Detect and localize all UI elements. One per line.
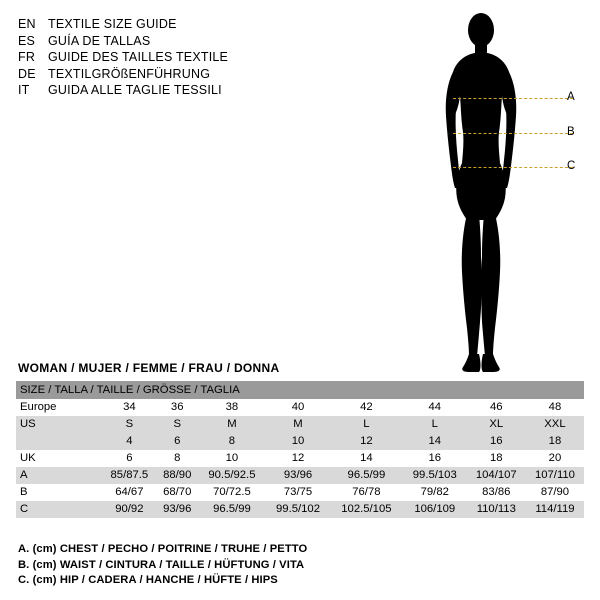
cell: 64/67	[102, 484, 157, 501]
cell: 46	[467, 399, 526, 416]
language-code: EN	[18, 17, 36, 31]
cell: 73/75	[266, 484, 330, 501]
cell: XXL	[526, 416, 584, 433]
table-row	[16, 399, 584, 416]
cell: S	[157, 416, 198, 433]
cell: 79/82	[403, 484, 467, 501]
language-title: GUIDE DES TAILLES TEXTILE	[48, 50, 229, 64]
measure-line-c	[453, 167, 573, 168]
language-row	[18, 33, 358, 50]
cell: 14	[403, 433, 467, 450]
cell: 48	[526, 399, 584, 416]
measure-line-b	[453, 133, 573, 134]
cell: XL	[467, 416, 526, 433]
cell: 107/110	[526, 467, 584, 484]
cell: 16	[467, 433, 526, 450]
cell: 87/90	[526, 484, 584, 501]
cell: 34	[102, 399, 157, 416]
measure-label-a: A	[567, 91, 575, 103]
table-row	[16, 416, 584, 433]
language-title-list	[18, 16, 358, 99]
cell: 99.5/103	[403, 467, 467, 484]
cell: 40	[266, 399, 330, 416]
cell: 20	[526, 450, 584, 467]
row-label: B	[16, 484, 102, 501]
table-header-row	[16, 381, 584, 399]
cell: 10	[266, 433, 330, 450]
cell: 36	[157, 399, 198, 416]
row-label	[16, 433, 102, 450]
cell: 106/109	[403, 501, 467, 518]
table-row	[16, 467, 584, 484]
cell: 12	[266, 450, 330, 467]
cell: 10	[198, 450, 266, 467]
cell: 38	[198, 399, 266, 416]
legend-note-a: A. (cm) CHEST / PECHO / POITRINE / TRUHE / PETTO	[18, 543, 308, 555]
language-row	[18, 16, 358, 33]
table-row	[16, 433, 584, 450]
cell: 83/86	[467, 484, 526, 501]
cell: 18	[467, 450, 526, 467]
cell: 90/92	[102, 501, 157, 518]
language-row	[18, 66, 358, 83]
cell: 8	[198, 433, 266, 450]
cell: 14	[330, 450, 403, 467]
cell: L	[403, 416, 467, 433]
cell: 18	[526, 433, 584, 450]
table-row	[16, 501, 584, 518]
cell: 44	[403, 399, 467, 416]
measure-label-b: B	[567, 126, 575, 138]
section-title: WOMAN / MUJER / FEMME / FRAU / DONNA	[18, 361, 280, 375]
row-label: Europe	[16, 399, 102, 416]
cell: 110/113	[467, 501, 526, 518]
row-label: A	[16, 467, 102, 484]
cell: 6	[102, 450, 157, 467]
cell: 102.5/105	[330, 501, 403, 518]
cell: 104/107	[467, 467, 526, 484]
cell: 8	[157, 450, 198, 467]
cell: 93/96	[266, 467, 330, 484]
cell: 12	[330, 433, 403, 450]
cell: M	[266, 416, 330, 433]
language-row	[18, 49, 358, 66]
row-label: UK	[16, 450, 102, 467]
size-table	[16, 381, 584, 518]
cell: 42	[330, 399, 403, 416]
cell: 114/119	[526, 501, 584, 518]
row-label: US	[16, 416, 102, 433]
language-row	[18, 82, 358, 99]
language-code: DE	[18, 66, 36, 81]
body-silhouette-icon	[395, 8, 595, 376]
language-code: ES	[18, 33, 36, 48]
legend-note-b: B. (cm) WAIST / CINTURA / TAILLE / HÜFTUNG / VITA	[18, 558, 305, 571]
language-code: IT	[18, 83, 30, 97]
language-title: GUÍA DE TALLAS	[48, 33, 151, 48]
cell: 68/70	[157, 484, 198, 501]
cell: 85/87.5	[102, 467, 157, 484]
cell: 16	[403, 450, 467, 467]
cell: 96.5/99	[198, 501, 266, 518]
female-body-figure	[395, 8, 595, 376]
measure-label-c: C	[567, 160, 576, 172]
language-title: TEXTILGRÖßENFÜHRUNG	[48, 66, 211, 81]
language-code: FR	[18, 50, 36, 64]
table-row	[16, 484, 584, 501]
cell: S	[102, 416, 157, 433]
cell: 76/78	[330, 484, 403, 501]
legend-note-c: C. (cm) HIP / CADERA / HANCHE / HÜFTE / HIPS	[18, 574, 278, 586]
table-header-label: SIZE / TALLA / TAILLE / GRÖSSE / TAGLIA	[16, 381, 584, 399]
cell: 99.5/102	[266, 501, 330, 518]
cell: 93/96	[157, 501, 198, 518]
cell: 90.5/92.5	[198, 467, 266, 484]
cell: 96.5/99	[330, 467, 403, 484]
language-title: TEXTILE SIZE GUIDE	[48, 17, 177, 31]
language-title: GUIDA ALLE TAGLIE TESSILI	[48, 83, 222, 97]
measurement-legend	[18, 542, 578, 589]
measure-line-a	[453, 98, 573, 99]
table-row	[16, 450, 584, 467]
cell: M	[198, 416, 266, 433]
cell: 70/72.5	[198, 484, 266, 501]
cell: 88/90	[157, 467, 198, 484]
cell: 4	[102, 433, 157, 450]
cell: 6	[157, 433, 198, 450]
row-label: C	[16, 501, 102, 518]
cell: L	[330, 416, 403, 433]
